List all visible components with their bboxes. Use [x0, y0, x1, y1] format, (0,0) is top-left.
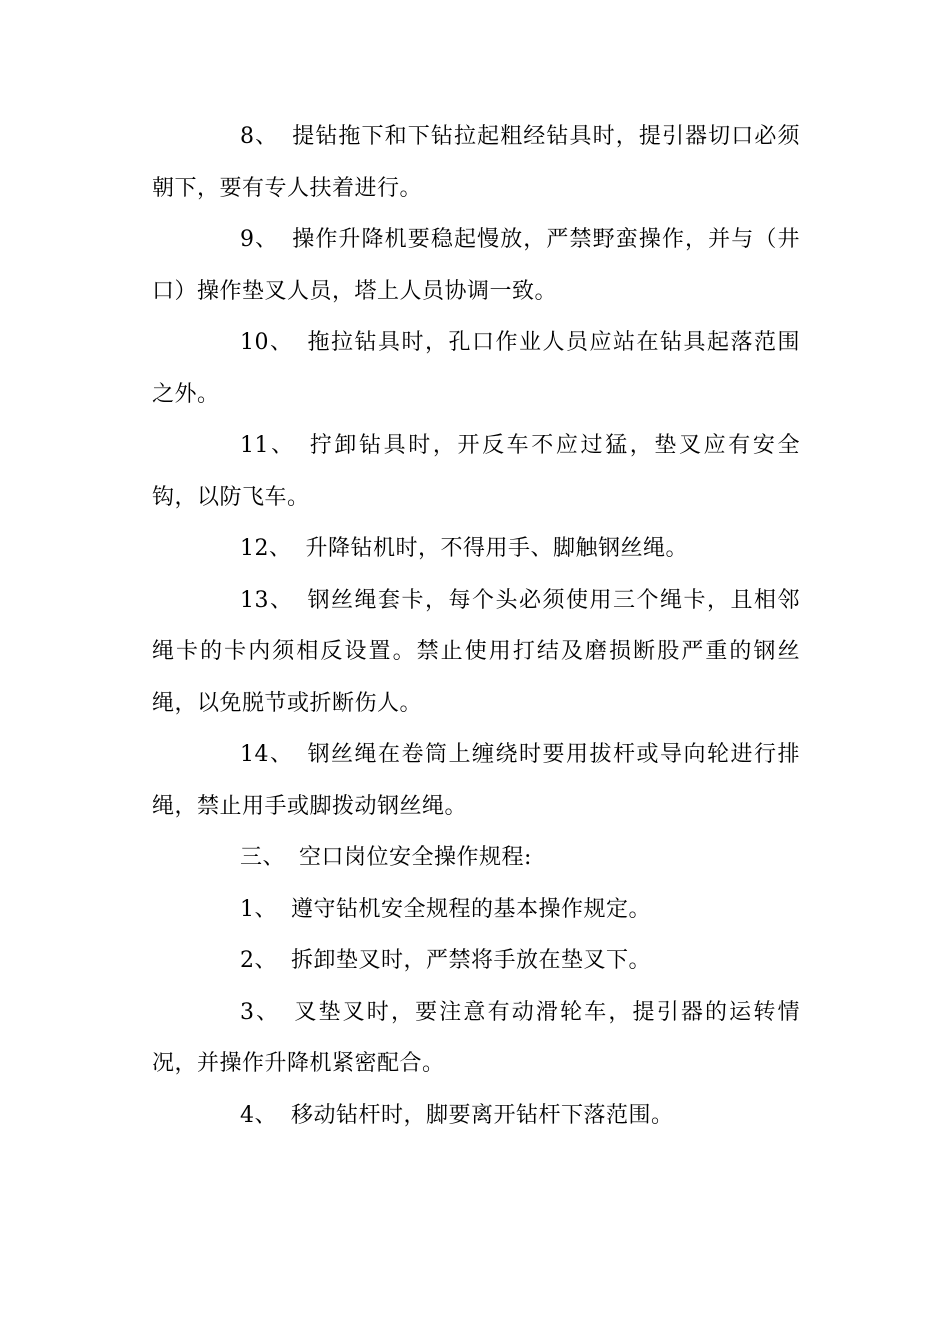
item-number: 9、: [240, 227, 279, 252]
item-text: 拆卸垫叉时，严禁将手放在垫叉下。: [291, 948, 652, 973]
paragraph-item-8: [152, 111, 800, 214]
item-text: 钢丝绳在卷筒上缠绕时要用拔杆或导向轮进行排绳，禁止用手或脚拨动钢丝绳。: [152, 742, 800, 819]
item-text: 拖拉钻具时，孔口作业人员应站在钻具起落范围之外。: [152, 330, 800, 407]
section-heading-3: [152, 832, 800, 884]
item-text: 叉垫叉时，要注意有动滑轮车，提引器的运转情况，并操作升降机紧密配合。: [152, 999, 800, 1076]
paragraph-item-2: [152, 935, 800, 987]
paragraph-item-4: [152, 1090, 800, 1142]
section-title: 空口岗位安全操作规程:: [299, 845, 532, 870]
item-number: 14、: [240, 742, 294, 767]
paragraph-item-13: [152, 575, 800, 730]
item-number: 4、: [240, 1102, 277, 1128]
item-number: 13、: [240, 587, 294, 613]
paragraph-item-11: [152, 420, 800, 523]
paragraph-item-14: [152, 729, 800, 832]
section-number: 三、: [240, 845, 286, 870]
item-text: 提钻拖下和下钻拉起粗经钻具时，提引器切口必须朝下，要有专人扶着进行。: [152, 124, 800, 201]
item-text: 操作升降机要稳起慢放，严禁野蛮操作，并与（井口）操作垫叉人员，塔上人员协调一致。: [152, 227, 800, 304]
item-number: 11、: [240, 433, 296, 458]
paragraph-item-3: [152, 987, 800, 1090]
item-text: 钢丝绳套卡，每个头必须使用三个绳卡，且相邻绳卡的卡内须相反设置。禁止使用打结及磨损断股严重的钢丝绳，以免脱节或折断伤人。: [152, 587, 800, 716]
paragraph-item-12: [152, 523, 800, 575]
item-text: 升降钻机时，不得用手、脚触钢丝绳。: [305, 536, 689, 561]
item-number: 8、: [240, 124, 279, 149]
item-number: 12、: [240, 536, 292, 561]
item-number: 3、: [240, 999, 281, 1025]
item-number: 1、: [240, 896, 277, 922]
item-text: 遵守钻机安全规程的基本操作规定。: [291, 896, 652, 922]
paragraph-item-1: [152, 884, 800, 936]
item-number: 10、: [240, 330, 294, 355]
item-text: 移动钻杆时，脚要离开钻杆下落范围。: [291, 1102, 674, 1128]
paragraph-item-10: [152, 317, 800, 420]
item-text: 拧卸钻具时，开反车不应过猛，垫叉应有安全钩，以防飞车。: [152, 433, 800, 510]
document-body: [152, 111, 800, 1141]
item-number: 2、: [240, 948, 277, 973]
paragraph-item-9: [152, 214, 800, 317]
